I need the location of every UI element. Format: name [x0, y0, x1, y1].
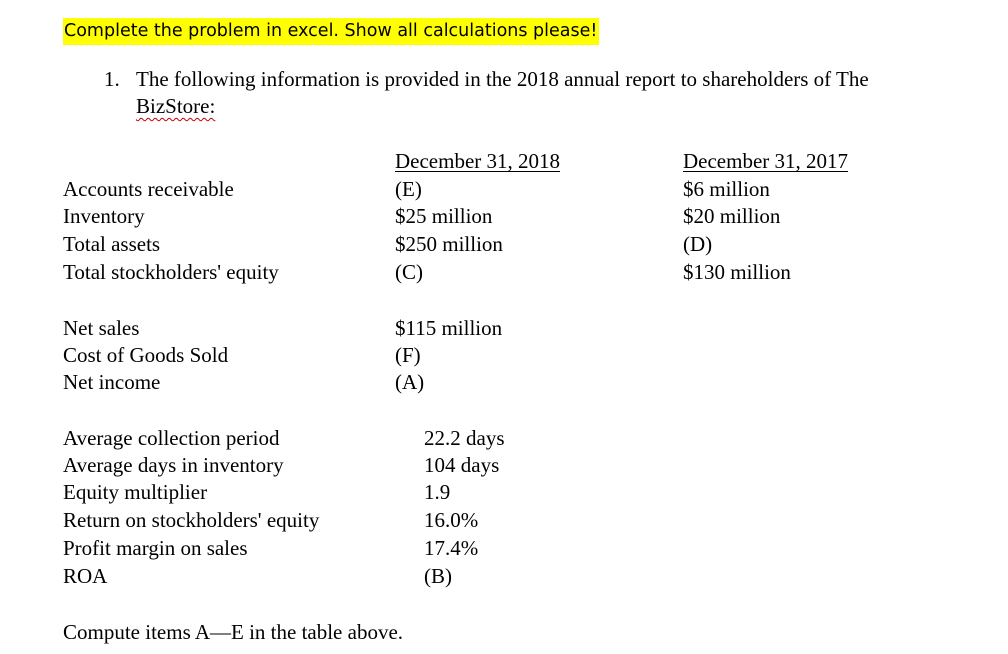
row-value: 1.9 — [424, 480, 451, 504]
row-label: Cost of Goods Sold — [63, 343, 229, 367]
row-value-2018: $25 million — [395, 204, 493, 228]
row-label: Net sales — [63, 316, 140, 340]
row-label: Return on stockholders' equity — [63, 508, 320, 532]
row-value-2018: $250 million — [395, 232, 503, 256]
row-label: Total assets — [63, 232, 161, 256]
row-label: Total stockholders' equity — [63, 260, 279, 284]
row-label: Average days in inventory — [63, 453, 284, 477]
footer-instruction: Compute items A—E in the table above. — [63, 620, 404, 644]
problem-text-line1: The following information is provided in the 2018 annual report to shareholders of The — [136, 67, 869, 91]
row-label: Average collection period — [63, 426, 280, 450]
row-value: (F) — [395, 343, 421, 367]
row-value-2017: $20 million — [683, 204, 781, 228]
row-value: (A) — [395, 370, 425, 394]
problem-number: 1. — [104, 67, 120, 91]
row-label: ROA — [63, 564, 108, 588]
column-header-2017: December 31, 2017 — [683, 149, 849, 173]
row-value-2017: $6 million — [683, 177, 770, 201]
row-value-2018: (C) — [395, 260, 423, 284]
row-label: Inventory — [63, 204, 145, 228]
instruction-highlight: Complete the problem in excel. Show all calculations please! — [63, 18, 599, 45]
problem-text-line2: BizStore: — [136, 94, 216, 118]
row-value: $115 million — [395, 316, 503, 340]
column-header-2018: December 31, 2018 — [395, 149, 561, 173]
row-value-2017: $130 million — [683, 260, 791, 284]
row-value: 17.4% — [424, 536, 479, 560]
row-label: Net income — [63, 370, 161, 394]
row-value: 22.2 days — [424, 426, 505, 450]
row-value: (B) — [424, 564, 452, 588]
row-value-2018: (E) — [395, 177, 422, 201]
row-value: 104 days — [424, 453, 500, 477]
row-label: Accounts receivable — [63, 177, 234, 201]
row-label: Equity multiplier — [63, 480, 208, 504]
row-label: Profit margin on sales — [63, 536, 248, 560]
row-value: 16.0% — [424, 508, 479, 532]
row-value-2017: (D) — [683, 232, 713, 256]
